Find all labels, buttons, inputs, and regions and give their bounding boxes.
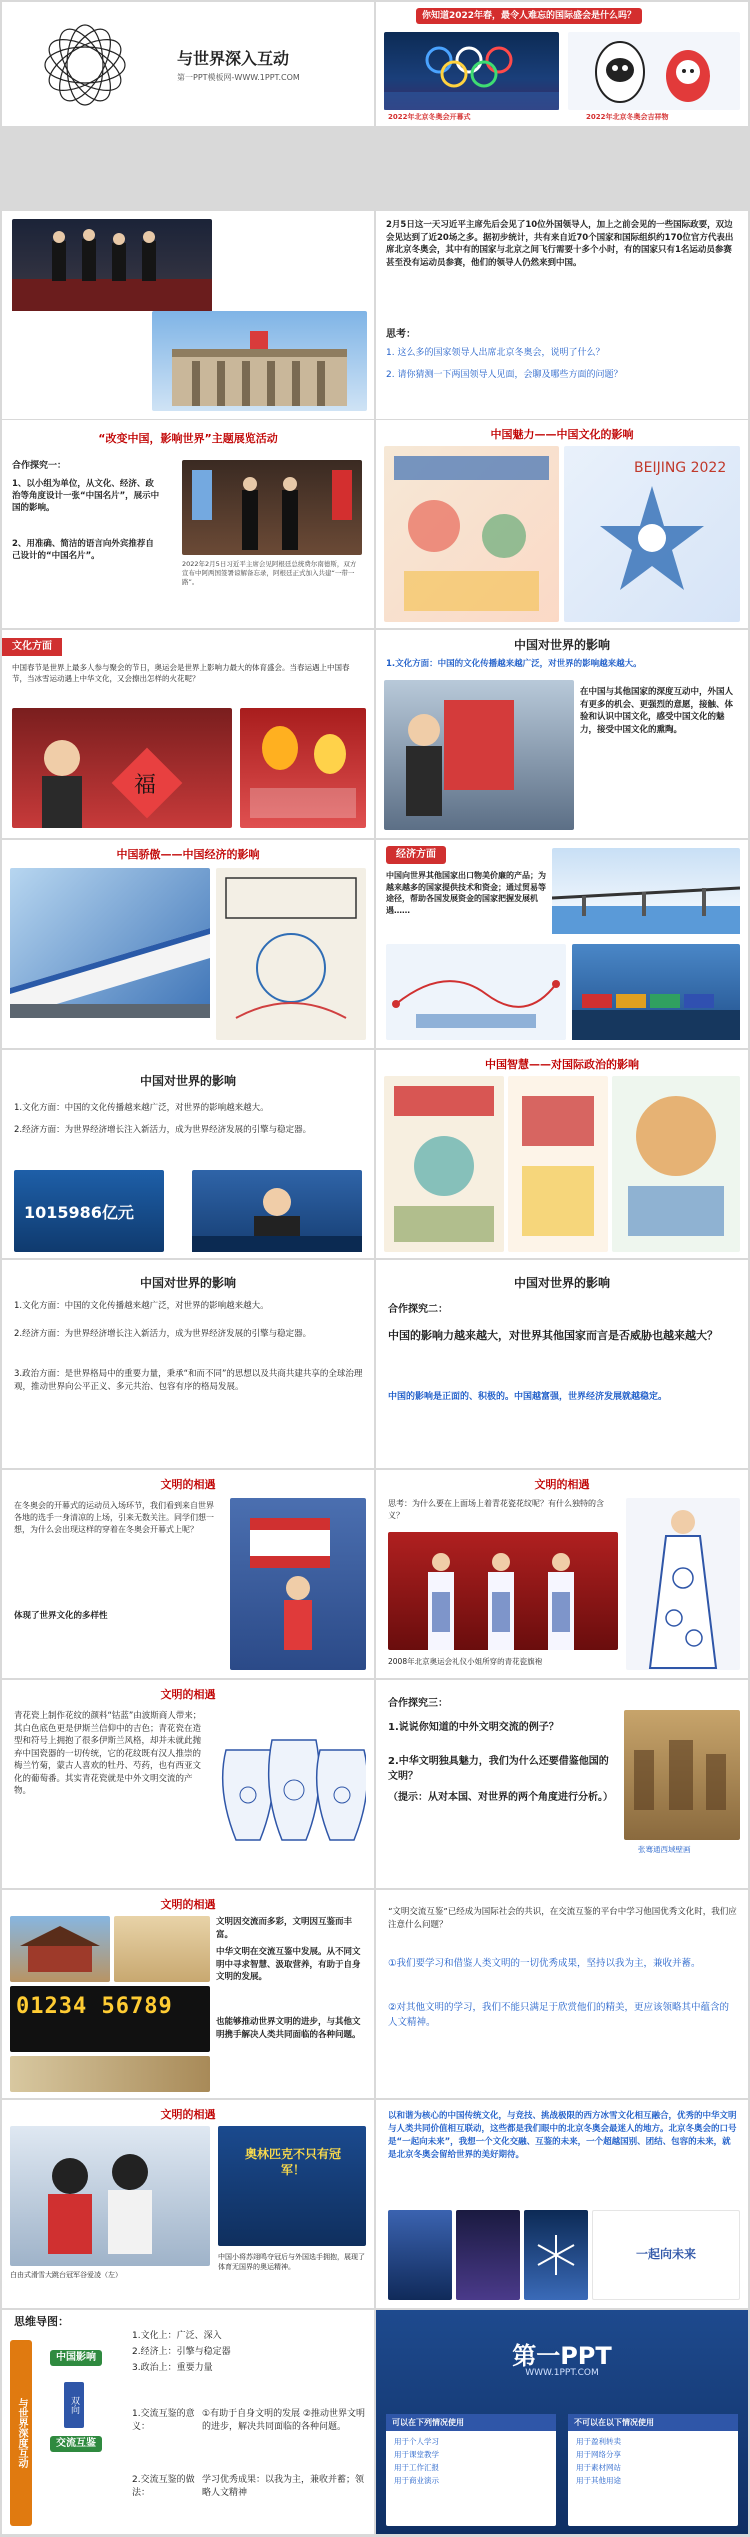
snowflake-icon [564,446,740,622]
slide-question[interactable] [376,2,748,126]
poster-image-3 [384,1076,504,1252]
svg-text:福: 福 [134,773,157,798]
train-icon [10,868,210,1018]
digits-image [10,1986,210,2052]
allowed-list [386,2431,556,2491]
slide-economy-pride[interactable] [2,840,374,1048]
slide-together-future[interactable] [376,2100,748,2308]
section-tag: 文化方面 [2,638,62,656]
branch-method-key: 2.交流互鉴的做法： [132,2475,195,2498]
consensus-paragraph: “文明交流互鉴”已经成为国际社会的共识，在交流互鉴的平台中学习他国优秀文化时，我们应注意什么问题？ [388,1907,737,1930]
athlete-caption: 白由式滑雪大跳台冠军谷爱凌（左） [10,2271,122,2279]
person-icon [384,680,574,830]
forbidden-item: 用于盈利转卖 [576,2437,621,2446]
answer-2: ②对其他文明的学习，我们不能只满足于欣赏他们的精美，更应该领略其中蕴含的人文精神。 [388,2002,730,2028]
slide-economy-aspect[interactable] [376,840,748,1048]
exchange-hint: （提示：从对本国、对世界的两个角度进行分析。） [388,1792,613,1803]
brand-site[interactable]: WWW.1PPT.COM [525,2368,599,2378]
forbidden-heading: 不可以在以下情况使用 [568,2414,738,2431]
athletes-icon [10,2126,210,2266]
allowed-item: 用于工作汇报 [394,2463,439,2472]
task-label: 合作探究一： [12,461,67,471]
infrastructure-photo [552,848,740,934]
poster-icon [508,1076,608,1252]
exhibition-banner: “改变中国，影响世界”主题展览活动 [98,432,278,445]
slide-mind-map[interactable] [2,2310,374,2534]
allowed-item: 用于课堂教学 [394,2450,439,2459]
poster-icon [384,446,559,622]
slide-olympic-spirit[interactable] [2,2100,374,2308]
culture-point: 1.文化方面：中国的文化传播越来越广泛，对世界的影响越来越大。 [14,1301,269,1311]
slide-political-wisdom[interactable] [376,1050,748,1258]
answer-1: ①我们要学习和借鉴人类文明的一切优秀成果，坚持以我为主，兼收并蓄。 [388,1958,701,1969]
forbidden-item: 用于其他用途 [576,2476,621,2485]
section-tag: 经济方面 [386,846,446,864]
slide-photo[interactable] [2,211,374,419]
task-item-1: 1、以小组为单位，从文化、经济、政治等角度设计一张“中国名片”，展示中国的影响。 [12,479,160,513]
diversity-note: 体现了世界文化的多样性 [14,1611,108,1621]
container-icon [572,944,740,1040]
slogan-text: 一起向未来 [635,2247,696,2261]
ceremony-image [384,32,559,110]
slide-exchange-question[interactable] [376,1680,748,1888]
mindmap-root: 与世界深度互动 [10,2340,32,2526]
scroll-photo [114,1916,210,1982]
slide-heading: 中国对世界的影响 [139,1276,236,1290]
slide-heading: 中国对世界的影响 [513,1276,610,1290]
slide-heading: 文明的相遇 [160,1898,216,1911]
festival-paragraph: 中国春节是世界上最多人参与聚会的节日，奥运会是世界上影响力最大的体育盛会。当春运遇上中国春节，当冰雪运动遇上中华文化，又会擦出怎样的火花呢？ [12,663,350,683]
caption-left: 2022年北京冬奥会开幕式 [388,113,471,121]
porcelain-dress-photo [626,1498,740,1670]
task-label: 合作探究三： [388,1698,448,1709]
slide-heading: 中国智慧——对国际政治的影响 [485,1058,639,1071]
forbidden-panel [568,2414,738,2526]
people-icon [12,219,212,311]
poster-icon [384,1076,504,1252]
slide-exhibition[interactable] [2,420,374,628]
insight-2: 中华文明在交流互鉴中发展。从不同文明中寻求智慧、汲取营养，有助于自身文明的发展。 [216,1947,361,1982]
mascot-icon [568,32,740,110]
caption-right: 2022年北京冬奥会吉祥物 [586,113,669,121]
hall-photo [152,311,367,411]
slide-heading: 文明的相遇 [160,2108,216,2121]
task-item-2: 2、用准确、简洁的语言向外宾推荐自己设计的“中国名片”。 [12,539,154,561]
snowflake-icon [524,2210,588,2300]
poster-image-5 [612,1076,740,1252]
slide-threat-question[interactable] [376,1260,748,1468]
spirit-caption: 中国小将苏翊鸣夺冠后与外国选手拥抱，展现了体育无国界的奥运精神。 [218,2253,365,2271]
branch-economy: 2.经济上：引擎与稳定器 [132,2347,231,2357]
mural-icon [624,1710,740,1840]
slide-heading: 中国魅力——中国文化的影响 [490,428,634,441]
olympic-rings-icon [384,32,559,110]
page-title: 与世界深入互动 [177,49,290,68]
athlete-photo [230,1498,366,1670]
allowed-item: 用于个人学习 [394,2437,439,2446]
vases-image [216,1720,366,1850]
festival-photo-2 [240,708,366,828]
sketch-icon [216,868,366,1040]
drawing-image [216,868,366,1040]
flags-icon [182,460,362,555]
spirit-sign: 奥林匹克不只有冠军！ [244,2147,341,2177]
politics-point: 3.政治方面：是世界格局中的重要力量，秉承“和而不同”的思想以及共商共建共享的全球治理观，推动世界向公平正义、多元共治、包容有序的格局发展。 [14,1369,363,1392]
photo-caption: 2022年2月5日习近平主席会见阿根廷总统费尔南德斯，双方宣布中阿两国签署谅解备忘录，阿根廷正式加入共建“一带一路”。 [182,560,357,586]
poster-image-2 [564,446,740,622]
slide-heading: 文明的相遇 [534,1478,590,1491]
map-image [386,944,566,1040]
task-label: 合作探究二： [388,1304,448,1315]
slide-title[interactable] [2,2,374,126]
slide-heading: 中国对世界的影响 [513,638,610,652]
slide-world-impact-3[interactable] [2,1260,374,1468]
brand-logo: 第一PPT [512,2342,612,2370]
athletes-photo [10,2126,210,2266]
question-2: 2. 请你猜测一下两国领导人见面，会聊及哪些方面的问题？ [386,370,623,380]
ceremony-photo-1 [388,2210,452,2300]
dress-icon [626,1498,740,1670]
lantern-icon [240,708,366,828]
temple-icon [10,1916,110,1982]
snowflake-photo [524,2210,588,2300]
allowed-item: 用于商业演示 [394,2476,439,2485]
page-subtitle: 第一PPT模板网-WWW.1PPT.COM [177,73,300,82]
exchange-question-2: 2.中华文明独具魅力，我们为什么还要借鉴他国的文明？ [388,1756,609,1782]
poster-image-4 [508,1076,608,1252]
gdp-figure: 1015986亿元 [24,1203,134,1222]
route-map-icon [386,944,566,1040]
branch-meaning: ①有助于自身文明的发展 ②推动世界文明的进步，解决共同面临的各种问题。 [202,2409,365,2432]
building-icon [152,311,367,411]
future-paragraph: 以和谐为核心的中国传统文化，与竞技、挑战极限的西方冰雪文化相互融合，优秀的中华文明与人类共同价值相互联动，这些都是我们眼中的北京冬奥会最迷人的地方。北京冬奥会的口号是“一起向未来”，我想一个文化交融、互鉴的未来，一个超越国别、团结、包容的未来，就是北京冬奥会留给世界的美好期待。 [388,2111,737,2160]
fu-character-icon [12,708,232,828]
news-image [192,1170,362,1252]
economy-point: 2.经济方面：为世界经济增长注入新活力，成为世界经济发展的引擎与稳定器。 [14,1125,312,1135]
question-banner: 你知道2022年春，最令人难忘的国际盛会是什么吗？ [416,8,642,24]
two-way-arrow: 双向 [64,2382,84,2428]
slide-copyright[interactable] [376,2310,748,2534]
slide-porcelain-history[interactable] [2,1680,374,1888]
threat-question: 中国的影响力越来越大，对世界其他国家而言是否威胁也越来越大？ [388,1329,718,1342]
branch-culture: 1.文化上：广泛、深入 [132,2331,222,2341]
branch-politics: 3.政治上：重要力量 [132,2363,213,2373]
port-photo [572,944,740,1040]
node-exchange: 交流互鉴 [50,2436,102,2452]
opening-paragraph: 在冬奥会的开幕式的运动员入场环节，我们看到来自世界各地的选手一身清凉的上场，引来无数关注。同学们想一想，为什么会出现这样的穿着在冬奥会开幕式上呢？ [14,1501,214,1534]
economy-paragraph: 中国向世界其他国家出口物美价廉的产品；为越来越多的国家提供技术和资金；通过贸易等途径，帮助各国发展资金的国家把握发展机遇…… [386,871,546,915]
mural-caption: 张骞通西域壁画 [638,1845,691,1854]
allowed-heading: 可以在下列情况使用 [386,2414,556,2431]
slide-culture-impact[interactable] [376,630,748,838]
map-photo [10,2056,210,2092]
ring-graphic-icon [40,20,130,110]
branch-method: 学习优秀成果：以我为主，兼收并蓄；领略人文精神 [202,2475,365,2498]
svg-text:BEIJING 2022: BEIJING 2022 [634,460,727,476]
mascots-image [568,32,740,110]
stats-image [14,1170,164,1252]
culture-paragraph: 在中国与其他国家的深度互动中，外国人有更多的机会、更强烈的意愿，接触、体验和认识中国文化，感受中国文化的魅力，接受中国文化的熏陶。 [580,687,734,735]
flag-bearer-icon [230,1498,366,1670]
hostess-photo [388,1532,618,1650]
slogan-image [592,2210,740,2300]
culture-point: 1.文化方面：中国的文化传播越来越广泛，对世界的影响越来越大。 [14,1103,269,1113]
slide-heading: 文明的相遇 [160,1478,216,1491]
mural-image [624,1710,740,1840]
slide-heading: 文明的相遇 [160,1688,216,1701]
meeting-photo [12,219,212,311]
forbidden-list [568,2431,738,2491]
exchange-question-1: 1.说说你知道的中外文明交流的例子？ [388,1722,559,1733]
slide-mutual-learning[interactable] [2,1890,374,2098]
mindmap-title: 思维导图： [14,2315,69,2328]
slide-heading: 中国对世界的影响 [139,1074,236,1088]
think-paragraph: 思考：为什么要在上面场上着青花瓷花纹呢？有什么独特的含义？ [388,1499,604,1520]
calligraphy-photo [384,680,574,830]
allowed-panel [386,2414,556,2526]
meeting-photo-2 [182,460,362,555]
slide-culture-influence[interactable] [376,420,748,628]
culture-point: 1.文化方面：中国的文化传播越来越广泛，对世界的影响越来越大。 [386,659,642,669]
slide-heading: 中国骄傲——中国经济的影响 [116,848,260,861]
forbidden-item: 用于素材网站 [576,2463,621,2472]
festival-photo [12,708,232,828]
slide-spring-festival[interactable] [2,630,374,838]
slide-learning-attitude[interactable] [376,1890,748,2098]
intro-paragraph: 2月5日这一天习近平主席先后会见了10位外国领导人，加上之前会见的一些国际政要，双边会见达到了近20场之多。据初步统计，共有来自近70个国家和国际组织约170位官方代表出席北京冬奥会，其中有的国家与北京之间飞行需要十多个小时，有的国家只有1名运动员参赛甚至没有运动员参赛，他们的领导人仍然来到中国。 [386,220,734,268]
sign-photo [218,2126,366,2246]
slide-qinghua-dress[interactable] [376,1470,748,1678]
arabic-numerals: 01234 56789 [16,1994,173,2019]
insight-1: 文明因交流而多彩，文明因互鉴而丰富。 [216,1917,353,1940]
think-label: 思考： [386,329,416,340]
ceremony-photo-2 [456,2210,520,2300]
economy-point: 2.经济方面：为世界经济增长注入新活力，成为世界经济发展的引擎与稳定器。 [14,1329,312,1339]
temple-photo [10,1916,110,1982]
node-influence: 中国影响 [50,2350,102,2366]
branch-meaning-key: 1.交流互鉴的意义： [132,2409,195,2432]
insight-3: 也能够推动世界文明的进步，与其他文明携手解决人类共同面临的各种问题。 [216,2017,361,2040]
slide-winter-olympics-text[interactable] [376,211,748,419]
vase-icon [216,1720,366,1850]
anchor-icon [192,1170,362,1252]
porcelain-paragraph: 青花瓷上制作花纹的颜料“钴蓝”由波斯商人带来；其白色底色更是伊斯兰信仰中的吉色；青花瓷在造型和符号上拥抱了很多伊斯兰风格，却并未就此抛弃中国瓷器的一切传统，它的花纹既有汉人推崇的梅兰竹菊，蒙古人喜欢的牡丹、芍药，也有西亚文化的葡萄番。其实青花瓷就是中外文明交流的产物。 [14,1711,202,1796]
train-image [10,868,210,1018]
hostess-icon [388,1532,618,1650]
question-1: 1. 这么多的国家领导人出席北京冬奥会，说明了什么？ [386,348,605,358]
forbidden-item: 用于网络分享 [576,2450,621,2459]
slide-world-impact-2[interactable] [2,1050,374,1258]
bridge-icon [552,848,740,934]
hostess-caption: 2008年北京奥运会礼仪小姐所穿的青花瓷旗袍 [388,1657,543,1666]
poster-icon [612,1076,740,1252]
threat-answer: 中国的影响是正面的、积极的。中国越富强，世界经济发展就越稳定。 [388,1392,668,1402]
slide-civilization-meet[interactable] [2,1470,374,1678]
poster-image-1 [384,446,559,622]
